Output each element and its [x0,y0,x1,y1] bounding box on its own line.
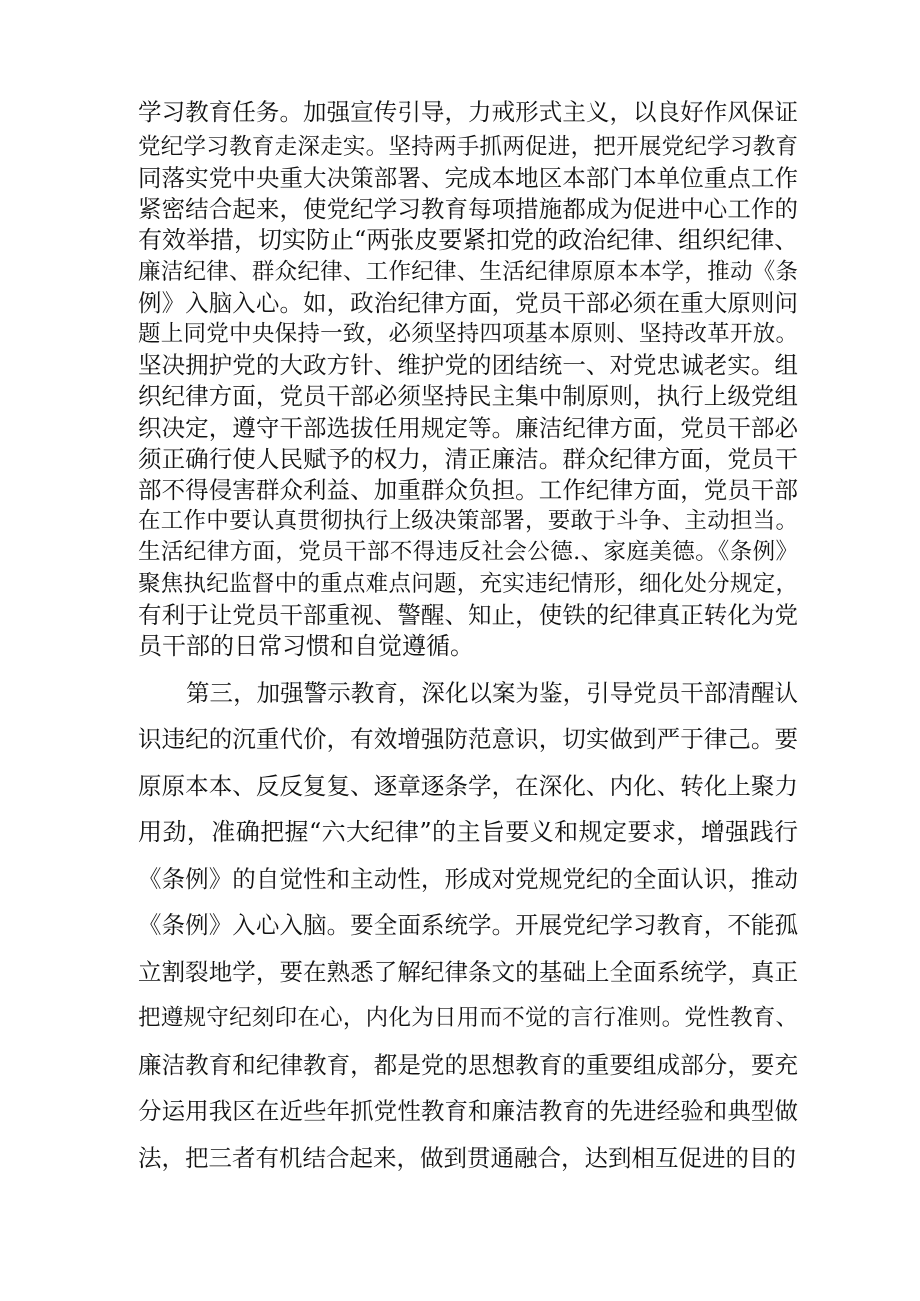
text-line: 在工作中要认真贯彻执行上级决策部署，要敢于斗争、主动担当。 [138,508,798,534]
text-line: 法，把三者有机结合起来，做到贯通融合，达到相互促进的目的 [138,1144,796,1172]
text-line: 有效举措，切实防止“两张皮要紧扣党的政治纪律、组织纪律、 [138,226,799,254]
text-line: 原原本本、反反复复、逐章逐条学，在深化、内化、转化上聚力 [138,772,798,800]
text-line: 生活纪律方面，党员干部不得违反社会公德.、家庭美德。《条例》 [138,539,798,565]
text-line: 须正确行使人民赋予的权力，清正廉洁。群众纪律方面，党员干 [138,445,798,473]
text-line: 部不得侵害群众利益、加重群众负担。工作纪律方面，党员干部 [138,476,798,504]
text-line: 廉洁纪律、群众纪律、工作纪律、生活纪律原原本本学，推动《条 [138,259,798,285]
text-line: 有利于让党员干部重视、警醒、知止，使铁的纪律真正转化为党 [138,601,798,629]
text-line: 同落实党中央重大决策部署、完成本地区本部门本单位重点工作 [138,164,798,192]
text-line: 廉洁教育和纪律教育，都是党的思想教育的重要组成部分，要充 [138,1051,798,1079]
text-line: 用劲，准确把握“六大纪律”的主旨要义和规定要求，增强践行 [138,818,798,846]
text-line: 分运用我区在近些年抓党性教育和廉洁教育的先进经验和典型做 [138,1097,798,1125]
text-line: 识违纪的沉重代价，有效增强防范意识，切实做到严于律己。要 [138,725,798,753]
text-line: 《条例》入心入脑。要全面系统学。开展党纪学习教育，不能孤 [138,911,798,939]
text-line: 员干部的日常习惯和自觉遵循。 [138,632,474,660]
text-line: 紧密结合起来，使党纪学习教育每项措施都成为促进中心工作的 [138,195,798,223]
text-line: 聚焦执纪监督中的重点难点问题，充实违纪情形，细化处分规定， [138,571,798,597]
text-line: 例》入脑入心。如，政治纪律方面，党员干部必须在重大原则问 [138,289,798,317]
text-line: 织决定，遵守干部选拔任用规定等。廉洁纪律方面，党员干部必 [138,414,798,442]
text-line: 第三，加强警示教育，深化以案为鉴，引导党员干部清醒认 [186,679,798,707]
text-line: 党纪学习教育走深走实。坚持两手抓两促进，把开展党纪学习教育 [138,134,798,160]
text-line: 学习教育任务。加强宣传引导，力戒形式主义，以良好作风保证 [138,98,798,126]
text-line: 立割裂地学，要在熟悉了解纪律条文的基础上全面系统学，真正 [138,958,798,986]
text-line: 《条例》的自觉性和主动性，形成对党规党纪的全面认识，推动 [138,865,798,893]
text-line: 题上同党中央保持一致，必须坚持四项基本原则、坚持改革开放。 [138,321,798,347]
text-line: 把遵规守纪刻印在心，内化为日用而不觉的言行准则。党性教育、 [138,1005,798,1031]
text-line: 织纪律方面，党员干部必须坚持民主集中制原则，执行上级党组 [138,382,798,410]
text-line: 坚决拥护党的大政方针、维护党的团结统一、对党忠诚老实。组 [138,351,798,379]
